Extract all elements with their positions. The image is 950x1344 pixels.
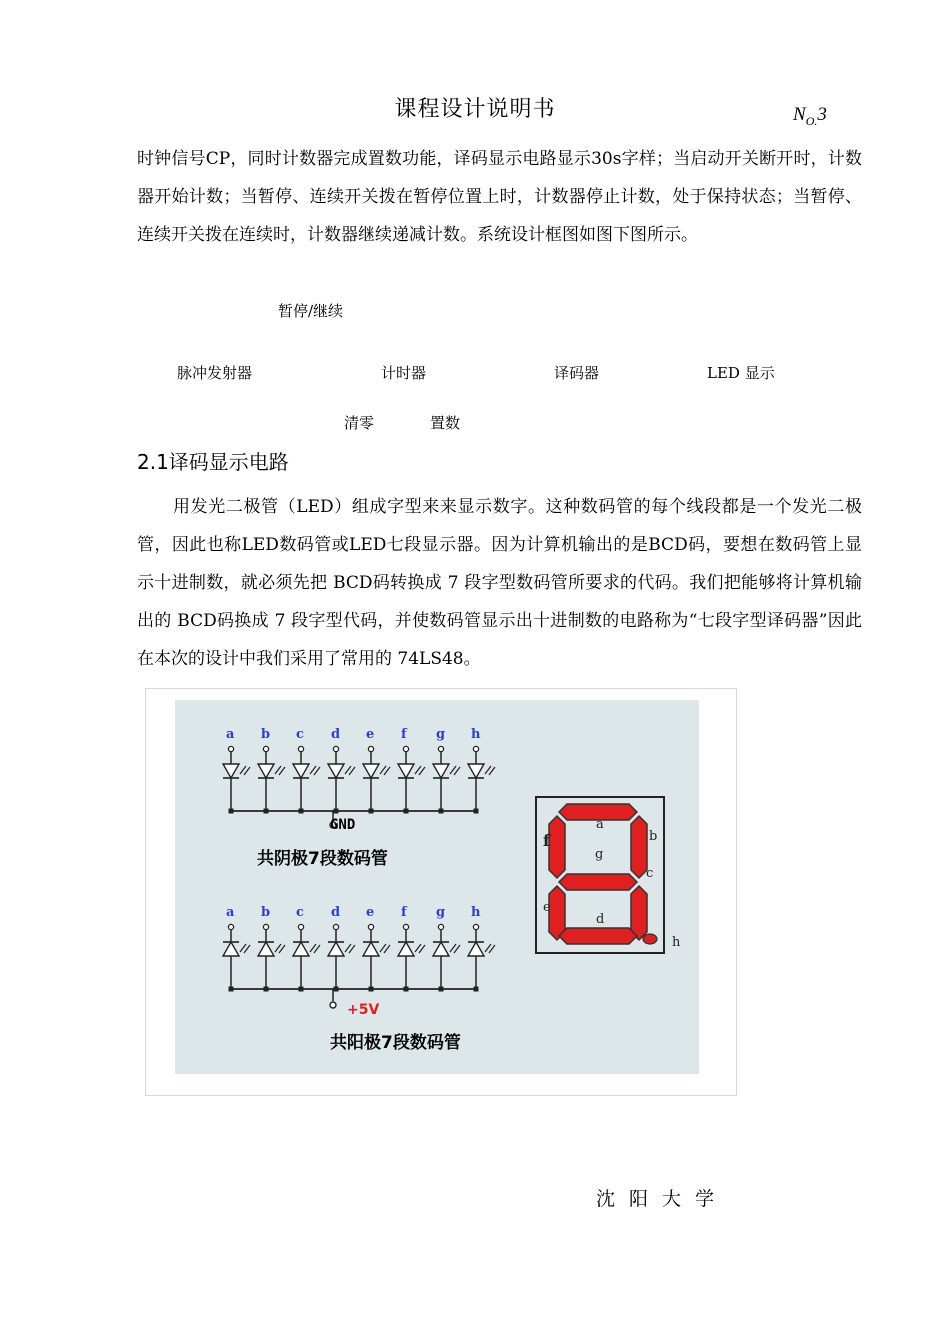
anode-diode-h (468, 942, 484, 956)
anode-light-arrows-a (240, 944, 250, 953)
block-decoder: 译码器 (554, 364, 600, 382)
anode-light-arrows-d (345, 944, 355, 953)
anode-common-node (330, 1002, 336, 1008)
display-label-d: d (596, 912, 605, 927)
cathode-letter-c: c (296, 727, 304, 742)
cathode-light-arrows-g (450, 766, 460, 775)
anode-letter-g: g (436, 905, 446, 920)
cathode-diode-e (363, 764, 379, 778)
anode-letter-c: c (296, 905, 304, 920)
cathode-letter-d: d (331, 727, 341, 742)
cathode-light-arrows-b (275, 766, 285, 775)
display-label-c: c (646, 866, 654, 881)
segment-b (631, 816, 647, 878)
cathode-letter-h: h (471, 727, 481, 742)
common-anode-circuit (223, 905, 495, 1008)
anode-diode-f (398, 942, 414, 956)
cathode-letter-b: b (261, 727, 271, 742)
anode-pin-g (438, 924, 443, 929)
anode-pin-e (368, 924, 373, 929)
anode-diode-e (363, 942, 379, 956)
cathode-diode-a (223, 764, 239, 778)
anode-light-arrows-f (415, 944, 425, 953)
cathode-diode-d (328, 764, 344, 778)
cathode-pin-a (228, 746, 233, 751)
anode-letter-a: a (226, 905, 235, 920)
cathode-diode-b (258, 764, 274, 778)
cathode-diode-c (293, 764, 309, 778)
page-number-value: 3 (817, 104, 827, 125)
section-heading: 2.1译码显示电路 (137, 450, 289, 474)
anode-pin-f (403, 924, 408, 929)
cathode-light-arrows-f (415, 766, 425, 775)
intro-paragraph: 时钟信号CP，同时计数器完成置数功能，译码显示电路显示30s字样；当启动开关断开时，计数器开始计数；当暂停、连续开关拨在暂停位置上时，计数器停止计数，处于保持状态；当暂停、连续开关拨在连续时，计数器继续递减计数。系统设计框图如图下图所示。 (137, 149, 862, 245)
anode-letter-f: f (401, 905, 407, 920)
anode-light-arrows-e (380, 944, 390, 953)
anode-light-arrows-c (310, 944, 320, 953)
cathode-pin-d (333, 746, 338, 751)
section-paragraph: 用发光二极管（LED）组成字型来来显示数字。这种数码管的每个线段都是一个发光二极管，因此也称LED数码管或LED七段显示器。因为计算机输出的是BCD码，要想在数码管上显示十进制数，就必须先把 BCD码转换成 7 段字型数码管所要求的代码。我们把能够将计算机输出的 BCD码换成 7 段字型代码，并使数码管显示出十进制数的电路称为“七段字型译码器”因此在本次的设计中我们采用了常用的 74LS48。 (137, 497, 862, 669)
cathode-light-arrows-a (240, 766, 250, 775)
block-counter: 计时器 (381, 364, 427, 382)
anode-diode-d (328, 942, 344, 956)
segment-d (559, 928, 637, 944)
block-preset: 置数 (430, 414, 461, 432)
anode-pin-a (228, 924, 233, 929)
cathode-pin-f (403, 746, 408, 751)
intro-paragraph-block (137, 140, 862, 254)
block-clear: 清零 (344, 414, 375, 432)
cathode-pin-e (368, 746, 373, 751)
anode-diode-b (258, 942, 274, 956)
display-label-b: b (649, 829, 658, 844)
anode-diode-c (293, 942, 309, 956)
common-anode-caption: 共阳极7段数码管 (330, 1033, 461, 1053)
cathode-pin-c (298, 746, 303, 751)
cathode-letter-e: e (366, 727, 375, 742)
cathode-pin-h (473, 746, 478, 751)
anode-pin-c (298, 924, 303, 929)
segment-g (559, 874, 637, 890)
common-cathode-circuit (223, 727, 495, 828)
anode-letter-d: d (331, 905, 341, 920)
segment-f (549, 816, 565, 878)
anode-letter-e: e (366, 905, 375, 920)
display-label-a: a (596, 817, 604, 832)
anode-light-arrows-h (485, 944, 495, 953)
display-label-e: e (543, 900, 551, 915)
section-paragraph-block (137, 488, 862, 678)
anode-pin-d (333, 924, 338, 929)
cathode-letter-a: a (226, 727, 235, 742)
cathode-diode-g (433, 764, 449, 778)
plus5v-label: +5V (347, 1002, 380, 1018)
segment-h-dot (643, 934, 657, 944)
block-pause-continue: 暂停/继续 (278, 302, 344, 320)
anode-diode-a (223, 942, 239, 956)
cathode-pin-g (438, 746, 443, 751)
cathode-pin-b (263, 746, 268, 751)
block-pulse-generator: 脉冲发射器 (177, 364, 253, 382)
anode-letter-h: h (471, 905, 481, 920)
cathode-light-arrows-d (345, 766, 355, 775)
gnd-label: GND (330, 817, 356, 833)
anode-pin-b (263, 924, 268, 929)
cathode-letter-g: g (436, 727, 446, 742)
page-number (793, 104, 827, 129)
anode-pin-h (473, 924, 478, 929)
display-label-h: h (672, 935, 681, 950)
block-led-display: LED 显示 (707, 364, 775, 382)
display-label-f: f (543, 831, 550, 850)
cathode-light-arrows-c (310, 766, 320, 775)
display-label-g: g (595, 847, 604, 862)
page-number-sub: O. (805, 113, 818, 128)
cathode-diode-h (468, 764, 484, 778)
cathode-diode-f (398, 764, 414, 778)
cathode-light-arrows-h (485, 766, 495, 775)
anode-diode-g (433, 942, 449, 956)
anode-light-arrows-b (275, 944, 285, 953)
cathode-light-arrows-e (380, 766, 390, 775)
anode-light-arrows-g (450, 944, 460, 953)
cathode-letter-f: f (401, 727, 407, 742)
page-number-letter: N (793, 104, 806, 125)
anode-letter-b: b (261, 905, 271, 920)
document-title: 课程设计说明书 (394, 97, 556, 122)
common-cathode-caption: 共阴极7段数码管 (257, 849, 388, 869)
seven-segment-figure (175, 700, 699, 1074)
footer-university: 沈阳大学 (596, 1188, 729, 1210)
